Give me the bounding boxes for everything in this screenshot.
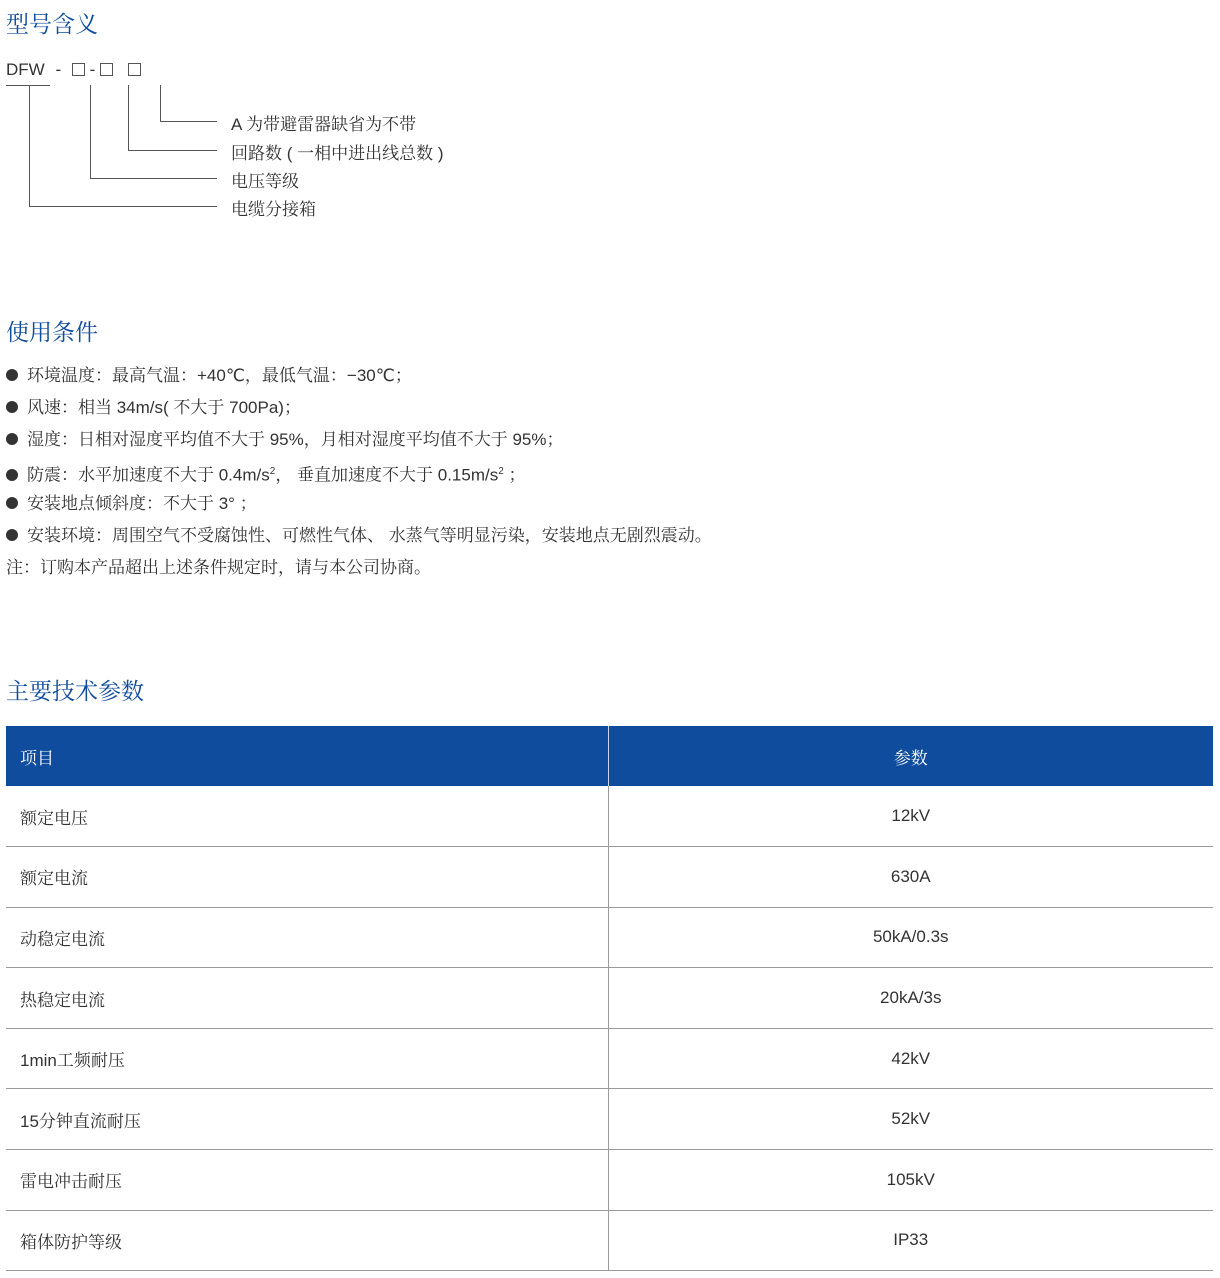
condition-quake: 防震：水平加速度不大于 0.4m/s — [27, 465, 270, 485]
params-table — [6, 726, 1213, 1271]
cell-value: 52kV — [608, 1089, 1213, 1150]
connector-line-2-h — [128, 150, 217, 151]
placeholder-box-1 — [72, 63, 85, 76]
connector-line-4-h — [29, 206, 217, 207]
table-row — [6, 1089, 1213, 1150]
superscript: 2 — [498, 466, 504, 477]
cell-value: 105kV — [608, 1150, 1213, 1211]
cell-item: 15分钟直流耐压 — [20, 1111, 141, 1131]
connector-line-1-h — [160, 121, 217, 122]
connector-line-4 — [29, 85, 30, 207]
section-title-conditions: 使用条件 — [6, 319, 98, 345]
table-row — [6, 847, 1213, 908]
cell-value: 20kA/3s — [608, 968, 1213, 1029]
table-row — [6, 907, 1213, 968]
cell-value: 630A — [608, 847, 1213, 908]
connector-line-2 — [128, 85, 129, 151]
list-item — [6, 364, 712, 396]
condition-quake-vertical: ， 垂直加速度不大于 0.15m/s — [275, 465, 499, 485]
section-title-model: 型号含义 — [6, 11, 98, 37]
list-item — [6, 396, 712, 428]
condition-wind: 风速：相当 34m/s( 不大于 700Pa)； — [27, 398, 301, 417]
model-label-voltage: 电压等级 — [231, 172, 299, 191]
bullet-icon — [6, 401, 18, 413]
cell-value: 12kV — [608, 786, 1213, 847]
condition-temperature: 环境温度：最高气温：+40℃，最低气温：−30℃； — [27, 366, 412, 385]
condition-quake-end: ； — [503, 465, 526, 485]
cell-value: 50kA/0.3s — [608, 907, 1213, 968]
table-row — [6, 1210, 1213, 1271]
note: 注：订购本产品超出上述条件规定时，请与本公司协商。 — [6, 558, 431, 577]
table-header-row — [6, 726, 1213, 786]
superscript: 2 — [269, 466, 276, 477]
bullet-icon — [6, 497, 18, 509]
placeholder-box-2 — [100, 63, 113, 76]
model-code-dash: - — [55, 60, 62, 79]
cell-item: 热稳定电流 — [20, 990, 105, 1010]
list-item — [6, 524, 712, 556]
list-item — [6, 492, 712, 524]
list-item — [6, 428, 712, 460]
table-row — [6, 1028, 1213, 1089]
bullet-icon — [6, 369, 18, 381]
section-title-params: 主要技术参数 — [6, 678, 144, 704]
table-row — [6, 1150, 1213, 1211]
cell-item: 箱体防护等级 — [20, 1232, 122, 1252]
bullet-icon — [6, 433, 18, 445]
cell-item: 额定电压 — [20, 808, 88, 828]
column-header-value: 参数 — [608, 726, 1213, 786]
connector-line-3-h — [90, 178, 217, 179]
cell-value: 42kV — [608, 1028, 1213, 1089]
list-item — [6, 460, 712, 492]
cell-item: 额定电流 — [20, 869, 88, 889]
placeholder-box-3 — [128, 63, 141, 76]
condition-environment: 安装环境：周围空气不受腐蚀性、可燃性气体、 水蒸气等明显污染，安装地点无剧烈震动。 — [27, 526, 712, 545]
table-row — [6, 786, 1213, 847]
cell-item: 1min工频耐压 — [20, 1051, 125, 1071]
connector-line-1 — [160, 85, 161, 122]
underline-prefix — [6, 85, 50, 86]
connector-line-3 — [90, 85, 91, 179]
condition-tilt: 安装地点倾斜度：不大于 3° ； — [27, 494, 257, 513]
bullet-icon — [6, 529, 18, 541]
cell-item: 动稳定电流 — [20, 929, 105, 949]
model-code-dash: - — [89, 60, 96, 79]
cell-value: IP33 — [608, 1210, 1213, 1271]
condition-humidity: 湿度：日相对湿度平均值不大于 95%，月相对湿度平均值不大于 95%； — [27, 430, 564, 449]
bullet-icon — [6, 469, 18, 481]
cell-item: 雷电冲击耐压 — [20, 1172, 122, 1192]
column-header-item: 项目 — [20, 748, 54, 768]
model-label-arrester: A 为带避雷器缺省为不带 — [231, 115, 417, 134]
model-code-prefix: DFW — [6, 60, 45, 79]
model-label-box: 电缆分接箱 — [231, 200, 316, 219]
model-code — [6, 60, 141, 80]
table-row — [6, 968, 1213, 1029]
model-label-circuits: 回路数 ( 一相中进出线总数 ) — [231, 144, 444, 163]
conditions-list — [6, 364, 712, 588]
